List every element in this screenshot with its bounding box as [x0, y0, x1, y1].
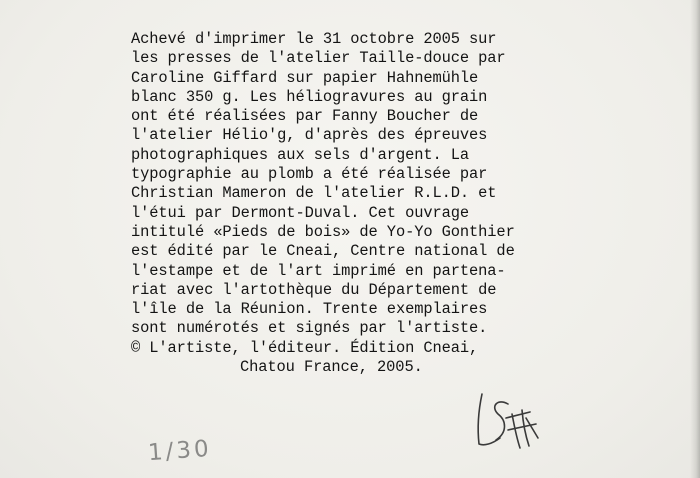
deckle-edge	[690, 0, 700, 478]
colophon-line: l'estampe et de l'art imprimé en partena-	[131, 261, 506, 280]
colophon-line: les presses de l'atelier Taille-douce par	[131, 49, 506, 68]
colophon-line: intitulé «Pieds de bois» de Yo-Yo Gonthier	[131, 222, 515, 241]
colophon-line: riat avec l'artothèque du Département de	[131, 280, 497, 299]
colophon-line: Achevé d'imprimer le 31 octobre 2005 sur	[131, 30, 497, 48]
colophon-line: blanc 350 g. Les héliogravures au grain	[131, 87, 488, 106]
colophon-line: photographiques aux sels d'argent. La	[131, 145, 470, 164]
colophon-line: sont numérotés et signés par l'artiste.	[131, 319, 488, 338]
colophon-line: est édité par le Cneai, Centre national de	[131, 242, 515, 261]
colophon-text	[131, 30, 581, 377]
colophon-line: Caroline Giffard sur papier Hahnemühle	[131, 68, 479, 87]
copyright-line: © L'artiste, l'éditeur. Édition Cneai,	[131, 338, 479, 357]
colophon-line: Christian Mameron de l'atelier R.L.D. et	[131, 184, 497, 203]
colophon-line: l'atelier Hélio'g, d'après des épreuves	[131, 126, 488, 145]
artist-signature	[468, 388, 548, 458]
colophon-line: typographie au plomb a été réalisée par	[131, 165, 488, 184]
place-date-line: Chatou France, 2005.	[240, 358, 423, 377]
colophon-line: l'étui par Dermont-Duval. Cet ouvrage	[131, 203, 470, 222]
colophon-line: l'île de la Réunion. Trente exemplaires	[131, 300, 488, 319]
edition-number: 1/30	[147, 435, 213, 467]
colophon-line: ont été réalisées par Fanny Boucher de	[131, 107, 479, 126]
